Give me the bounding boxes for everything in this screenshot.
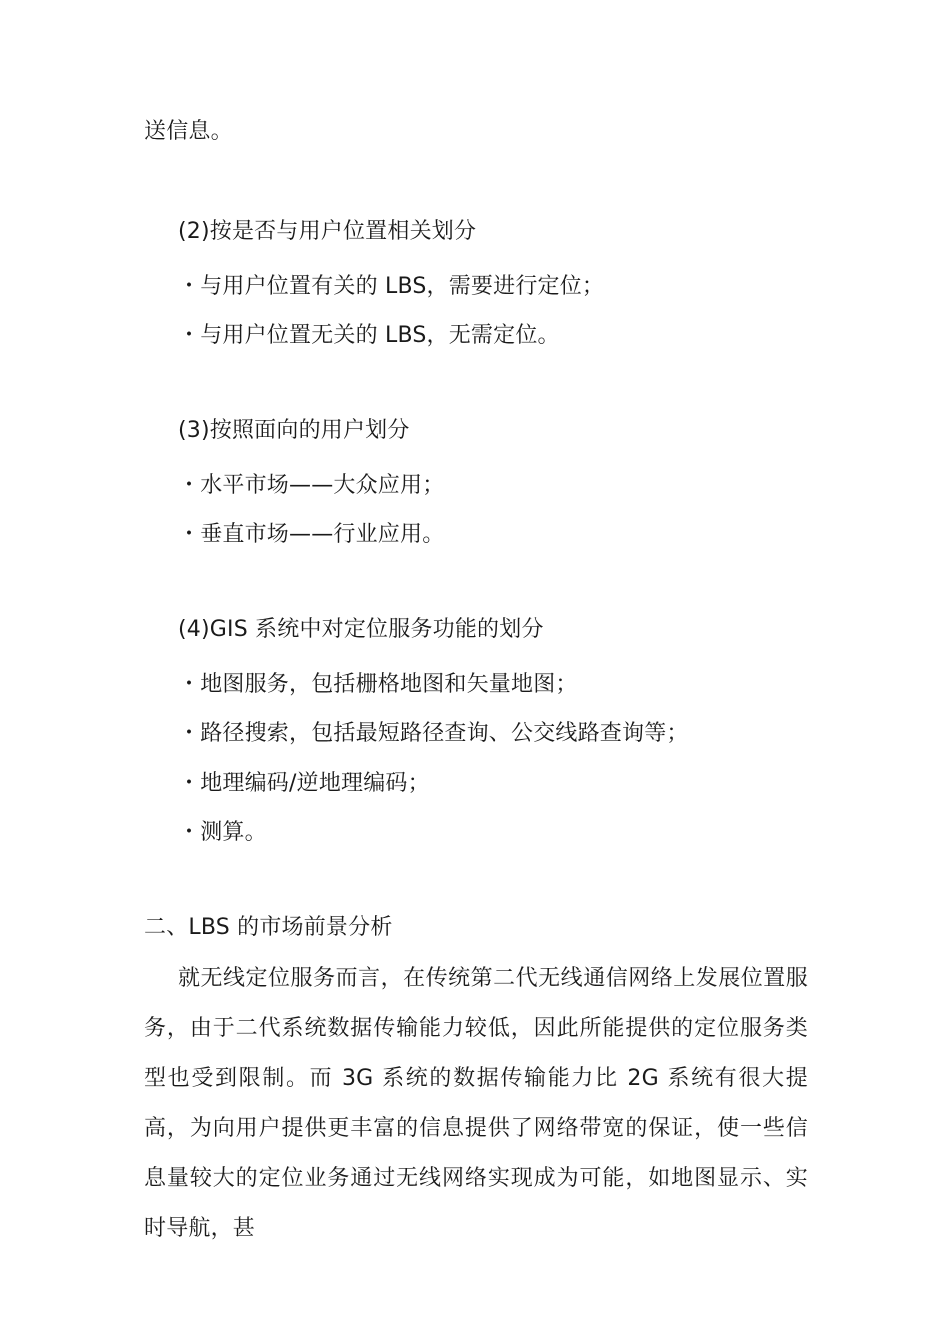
- list-item: ・水平市场——大众应用；: [178, 473, 445, 498]
- list-item: ・与用户位置无关的 LBS，无需定位。: [178, 323, 560, 348]
- section-heading: (3)按照面向的用户划分: [178, 418, 410, 443]
- section-heading: (4)GIS 系统中对定位服务功能的划分: [178, 617, 544, 642]
- chapter-heading: 二、LBS 的市场前景分析: [144, 915, 393, 940]
- list-item: ・路径搜索，包括最短路径查询、公交线路查询等；: [178, 721, 689, 746]
- list-item: ・地图服务，包括栅格地图和矢量地图；: [178, 672, 578, 697]
- body-paragraph: 就无线定位服务而言，在传统第二代无线通信网络上发展位置服务，由于二代系统数据传输能力较低，因此所能提供的定位服务类型也受到限制。而 3G 系统的数据传输能力比 2G 系统有很大提高，为向用户提供更丰富的信息提供了网络带宽的保证，使一些信息量较大的定位业务通过无线网络实现成为可能，如地图显示、实时导航，甚: [144, 966, 808, 1241]
- continuation-text: 送信息。: [144, 119, 233, 144]
- list-item: ・测算。: [178, 820, 267, 845]
- list-item: ・与用户位置有关的 LBS，需要进行定位；: [178, 274, 605, 299]
- list-item: ・垂直市场——行业应用。: [178, 522, 445, 547]
- section-heading: (2)按是否与用户位置相关划分: [178, 219, 477, 244]
- list-item: ・地理编码/逆地理编码；: [178, 771, 430, 796]
